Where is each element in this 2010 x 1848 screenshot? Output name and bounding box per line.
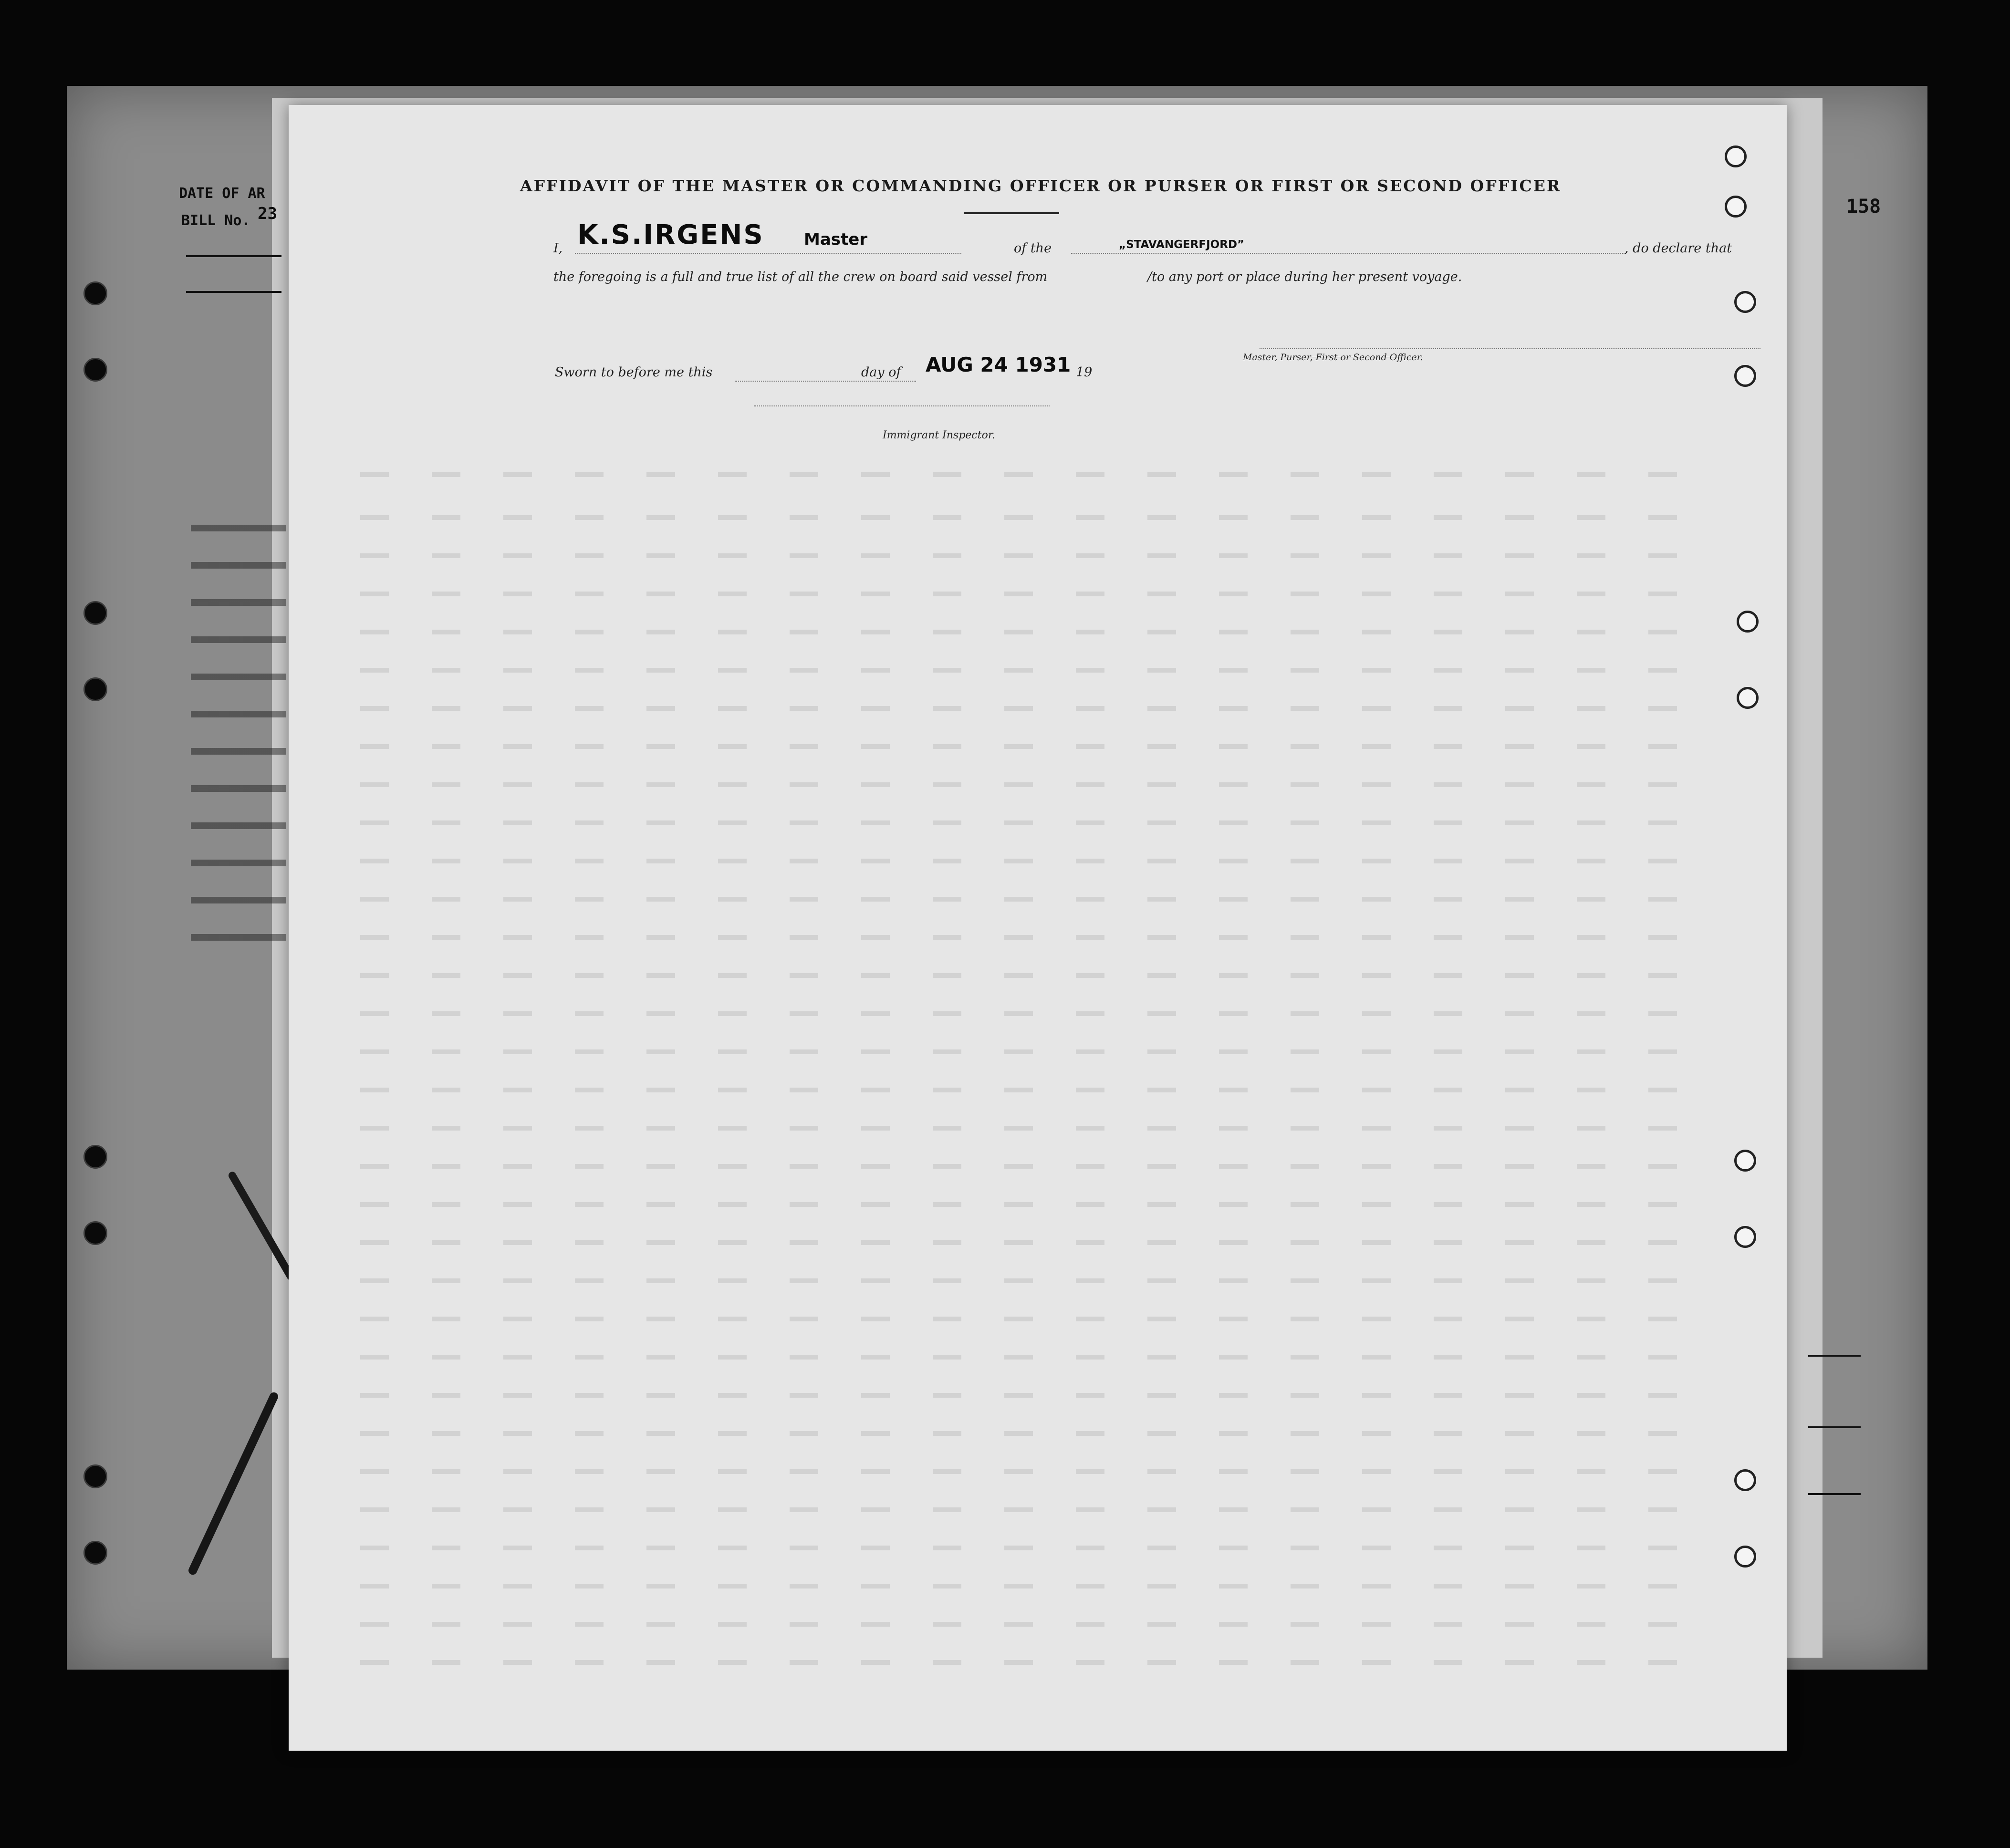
signature-rule	[1260, 348, 1760, 349]
inspector-label: Immigrant Inspector.	[883, 429, 995, 441]
heading-divider	[964, 212, 1059, 214]
arrival-date-stamp: DATE OF AR	[179, 185, 265, 202]
year-prefix: 19	[1076, 365, 1093, 380]
declarant-name: K.S.IRGENS	[577, 219, 764, 250]
ghost-row	[360, 1355, 1687, 1360]
declare-suffix: , do declare that	[1625, 241, 1732, 256]
sheet-hole	[1734, 365, 1756, 387]
ghost-row	[360, 859, 1687, 863]
declarant-prefix: I,	[553, 241, 563, 256]
right-margin-rule	[1808, 1355, 1861, 1357]
sheet-hole	[1734, 1150, 1756, 1172]
ghost-row	[360, 1049, 1687, 1054]
bill-number-label: BILL No.	[181, 212, 250, 229]
sheet-hole	[1725, 145, 1747, 167]
vessel-rule	[1071, 253, 1625, 254]
ghost-row	[360, 630, 1687, 634]
right-margin-rule	[1808, 1426, 1861, 1428]
ghost-row	[360, 1546, 1687, 1550]
sheet-hole	[1734, 1469, 1756, 1491]
signatory-title-line	[1243, 352, 1423, 363]
signatory-struck: Purser, First or Second Officer.	[1280, 352, 1423, 363]
ghost-row	[360, 515, 1687, 520]
ghost-row	[360, 1278, 1687, 1283]
day-of-label: day of	[861, 365, 901, 380]
ghost-row	[360, 553, 1687, 558]
ghost-row	[360, 592, 1687, 596]
ghost-row	[360, 1393, 1687, 1398]
binder-hole	[83, 1145, 107, 1169]
ghost-row	[360, 1317, 1687, 1321]
ghost-row	[360, 782, 1687, 787]
stamp-rule	[186, 255, 281, 257]
ghost-row	[360, 744, 1687, 749]
affidavit-heading: AFFIDAVIT OF THE MASTER OR COMMANDING OFFICER OR PURSER OR FIRST OR SECOND OFFICER	[520, 176, 1562, 195]
ghost-row	[360, 1469, 1687, 1474]
sworn-day-rule	[735, 381, 916, 382]
ghost-row	[360, 1584, 1687, 1588]
ghost-row	[360, 1622, 1687, 1627]
ghost-row	[360, 1660, 1687, 1665]
sheet-hole	[1734, 1226, 1756, 1248]
ghost-row	[360, 897, 1687, 902]
binder-hole	[83, 1541, 107, 1565]
declaration-text-end: /to any port or place during her present voyage.	[1147, 270, 1462, 284]
binder-hole	[83, 358, 107, 382]
inspector-rule	[754, 405, 1050, 406]
ghost-row	[360, 1507, 1687, 1512]
sheet-hole	[1725, 196, 1747, 218]
ghost-row	[360, 1011, 1687, 1016]
page-number: 158	[1846, 196, 1881, 218]
ghost-row	[360, 1202, 1687, 1207]
declarant-title: Master	[804, 230, 868, 249]
affidavit-sheet	[289, 105, 1787, 1751]
ghost-row	[360, 706, 1687, 711]
sheet-hole	[1737, 687, 1759, 709]
ghost-row	[360, 1240, 1687, 1245]
vessel-name: „STAVANGERFJORD”	[1119, 239, 1245, 251]
binder-hole	[83, 1221, 107, 1245]
binder-hole	[83, 677, 107, 701]
declaration-text: the foregoing is a full and true list of all the crew on board said vessel from	[553, 270, 1048, 284]
sworn-label: Sworn to before me this	[555, 365, 713, 380]
sheet-hole	[1734, 1546, 1756, 1568]
name-rule	[575, 253, 961, 254]
ghost-row	[360, 820, 1687, 825]
sworn-date: AUG 24 1931	[926, 353, 1071, 376]
signatory-master: Master,	[1243, 352, 1278, 363]
ghost-row	[360, 1431, 1687, 1436]
stamp-rule	[186, 291, 281, 293]
left-sheet-entries	[191, 525, 286, 954]
binder-hole	[83, 601, 107, 625]
binder-hole	[83, 1464, 107, 1488]
ghost-row	[360, 472, 1687, 477]
ghost-row	[360, 668, 1687, 673]
of-the-label: of the	[1014, 241, 1052, 256]
sheet-hole	[1734, 291, 1756, 313]
right-margin-rule	[1808, 1493, 1861, 1495]
ghost-row	[360, 1164, 1687, 1169]
bill-number-fragment: 23	[258, 204, 277, 223]
ghost-row	[360, 935, 1687, 940]
sheet-hole	[1737, 611, 1759, 633]
ghost-row	[360, 973, 1687, 978]
ghost-row	[360, 1126, 1687, 1131]
binder-hole	[83, 281, 107, 305]
ghost-row	[360, 1088, 1687, 1092]
